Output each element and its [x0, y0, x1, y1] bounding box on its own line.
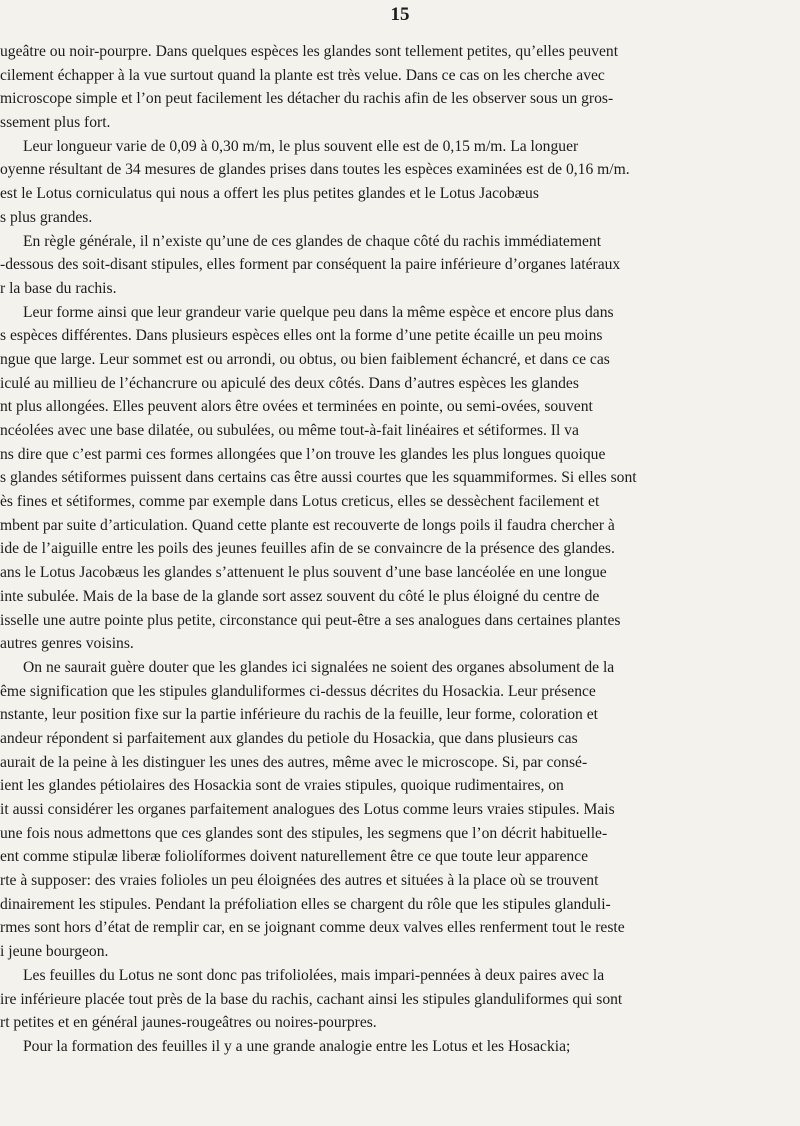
text-line: autres genres voisins.: [0, 635, 134, 653]
text-line: ngue que large. Leur sommet est ou arrondi, ou obtus, ou bien faiblement échancré, et dans ce cas: [0, 350, 610, 368]
page-number: 15: [390, 4, 410, 25]
text-line: ans le Lotus Jacobæus les glandes s’attenuent le plus souvent d’une base lancéolée en une longue: [0, 564, 607, 582]
text-line: s espèces différentes. Dans plusieurs espèces elles ont la forme d’une petite écaille un peu moins: [0, 327, 603, 345]
text-line: dinairement les stipules. Pendant la préfoliation elles se chargent du rôle que les stipules glanduli-: [0, 895, 611, 913]
text-line: r la base du rachis.: [0, 279, 117, 297]
text-line: ès fines et sétiformes, comme par exemple dans Lotus creticus, elles se dessèchent facilement et: [0, 493, 600, 511]
text-line: andeur répondent si parfaitement aux glandes du petiole du Hosackia, que dans plusieurs cas: [0, 729, 578, 747]
text-line: ême signification que les stipules glanduliformes ci-dessus décrites du Hosackia. Leur présence: [0, 682, 596, 700]
body-text: [0, 40, 800, 1059]
text-line: aurait de la peine à les distinguer les unes des autres, même avec le microscope. Si, par consé-: [0, 753, 588, 771]
text-line: ssement plus fort.: [0, 114, 111, 132]
text-line: Pour la formation des feuilles il y a une grande analogie entre les Lotus et les Hosackia;: [23, 1037, 571, 1055]
text-line: i jeune bourgeon.: [0, 943, 109, 961]
text-line: une fois nous admettons que ces glandes sont des stipules, les segmens que l’on décrit habituelle-: [0, 824, 608, 842]
text-line: it aussi considérer les organes parfaitement analogues des Lotus comme leurs vraies stipules. Mais: [0, 801, 615, 818]
text-line: rmes sont hors d’état de remplir car, en se joignant comme deux valves elles renferment tout le reste: [0, 919, 625, 937]
text-line: nt plus allongées. Elles peuvent alors être ovées et terminées en pointe, ou semi-ovées, souvent: [0, 398, 593, 416]
text-line: microscope simple et l’on peut facilement les détacher du rachis afin de les observer sous un gros-: [0, 90, 614, 108]
text-line: Leur longueur varie de 0,09 à 0,30 m/m, le plus souvent elle est de 0,15 m/m. La longuer: [23, 137, 579, 155]
text-line: Leur forme ainsi que leur grandeur varie quelque peu dans la même espèce et encore plus dans: [23, 303, 614, 321]
text-line: isselle une autre pointe plus petite, circonstance qui peut-être a ses analogues dans certaines plantes: [0, 611, 621, 629]
text-line: ns dire que c’est parmi ces formes allongées que l’on trouve les glandes les plus longues quoique: [0, 445, 606, 463]
text-line: ncéolées avec une base dilatée, ou subulées, ou même tout-à-fait linéaires et sétiformes. Il va: [0, 422, 579, 439]
text-line: rt petites et en général jaunes-rougeâtres ou noires-pourpres.: [0, 1014, 377, 1032]
text-line: On ne saurait guère douter que les glandes ici signalées ne soient des organes absolument de la: [23, 658, 615, 676]
text-line: cilement échapper à la vue surtout quand la plante est très velue. Dans ce cas on les cherche avec: [0, 66, 605, 84]
text-line: ient les glandes pétiolaires des Hosackia sont de vraies stipules, quoique rudimentaires, on: [0, 777, 564, 795]
text-line: -dessous des soit-disant stipules, elles forment par conséquent la paire inférieure d’organes latéraux: [0, 256, 621, 274]
text-line: ent comme stipulæ liberæ foliolíformes doivent naturellement être ce que toute leur apparence: [0, 848, 589, 866]
text-line: rte à supposer: des vraies folioles un peu éloignées des autres et situées à la place où se trouvent: [0, 872, 599, 890]
text-line: ugeâtre ou noir-pourpre. Dans quelques espèces les glandes sont tellement petites, qu’elles peuvent: [0, 43, 619, 60]
text-line: s glandes sétiformes puissent dans certains cas être aussi courtes que les squammiformes. Si elles sont: [0, 469, 637, 487]
text-line: oyenne résultant de 34 mesures de glandes prises dans toutes les espèces examinées est de 0,16 m/m.: [0, 161, 630, 179]
text-line: En règle générale, il n’existe qu’une de ces glandes de chaque côté du rachis immédiatement: [23, 232, 602, 250]
text-line: Les feuilles du Lotus ne sont donc pas trifoliolées, mais impari-pennées à deux paires avec la: [23, 966, 605, 984]
text-line: mbent par suite d’articulation. Quand cette plante est recouverte de longs poils il faudra chercher à: [0, 516, 615, 534]
text-line: ide de l’aiguille entre les poils des jeunes feuilles afin de se convaincre de la présence des glandes.: [0, 540, 615, 558]
text-line: nstante, leur position fixe sur la partie inférieure du rachis de la feuille, leur forme, coloration et: [0, 706, 598, 724]
text-line: inte subulée. Mais de la base de la glande sort assez souvent du côté le plus éloigné du centre de: [0, 587, 600, 605]
text-line: iculé au millieu de l’échancrure ou apiculé des deux côtés. Dans d’autres espèces les glandes: [0, 374, 579, 392]
text-line: ire inférieure placée tout près de la base du rachis, cachant ainsi les stipules glanduliformes qui sont: [0, 990, 623, 1008]
text-line: est le Lotus corniculatus qui nous a offert les plus petites glandes et le Lotus Jacobæus: [0, 185, 539, 203]
text-line: s plus grandes.: [0, 208, 93, 226]
